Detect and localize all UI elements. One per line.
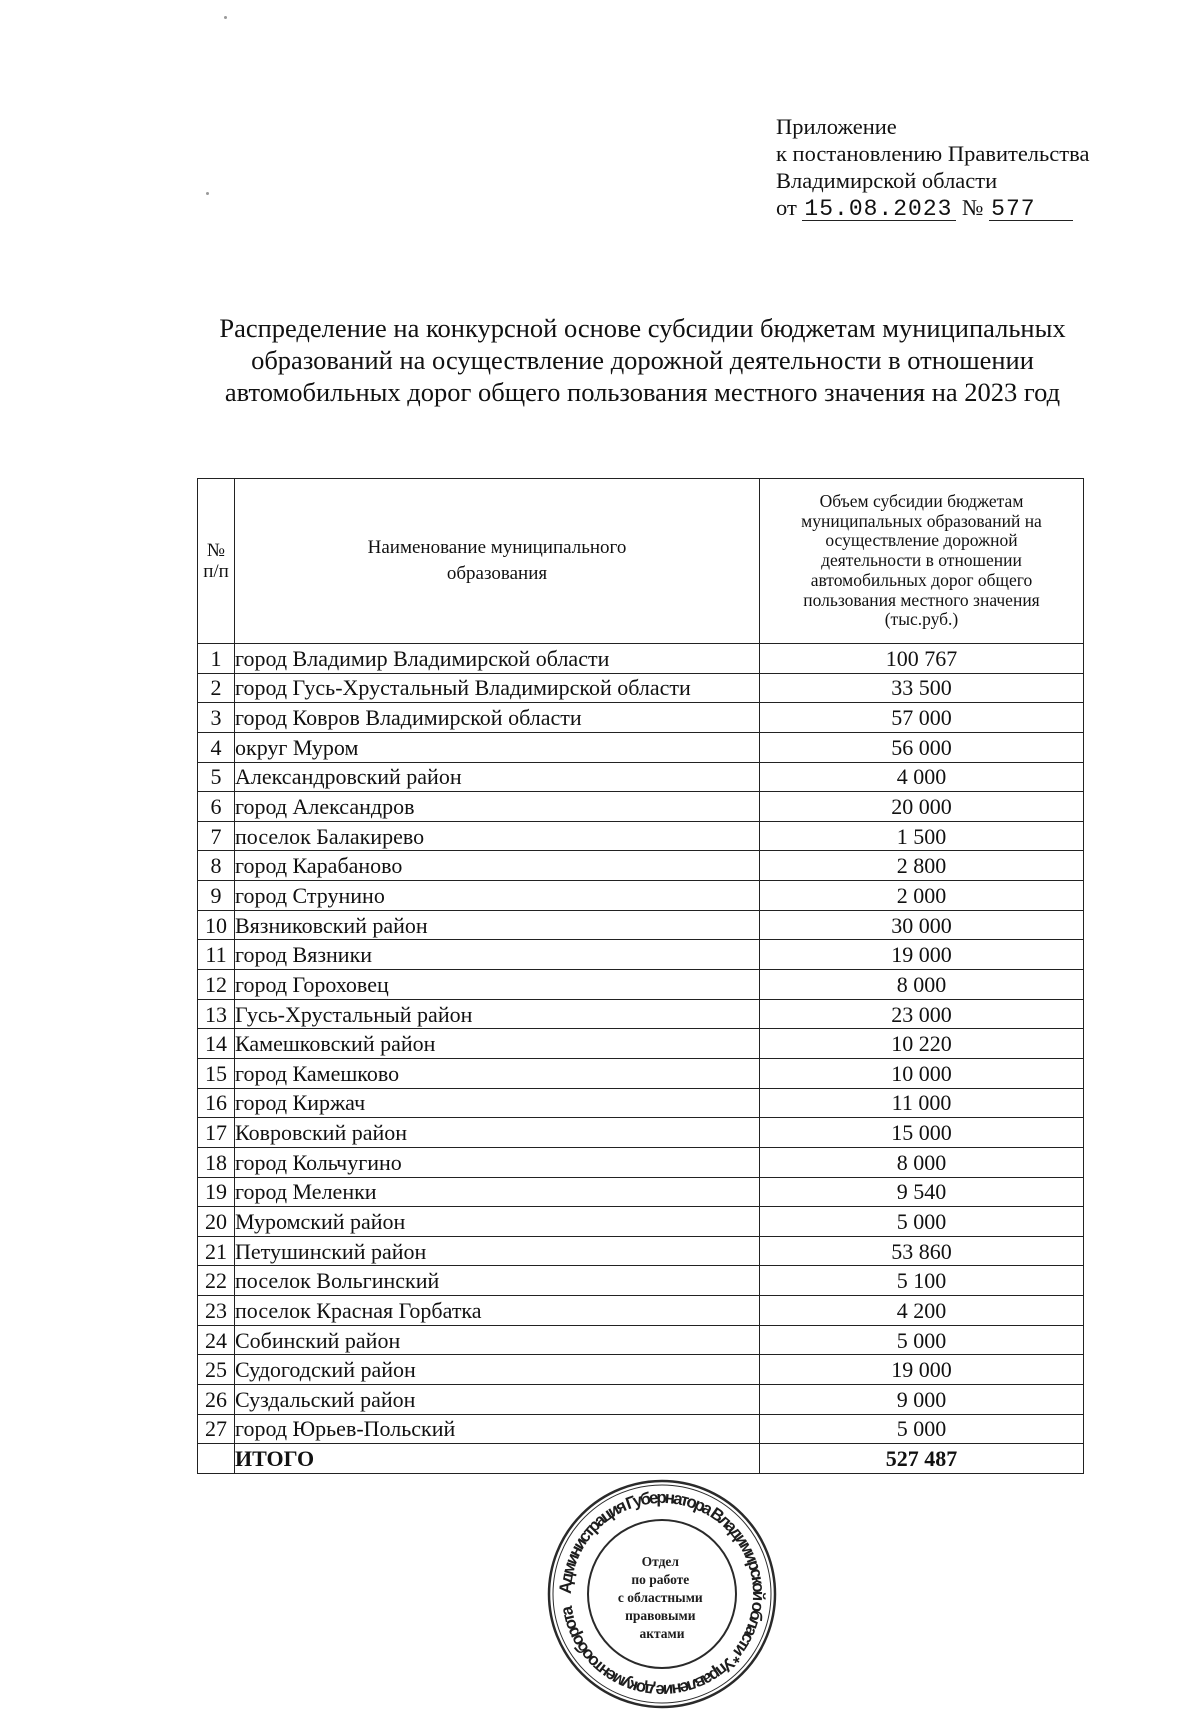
row-name: Ковровский район [235,1118,760,1148]
row-name: город Киржач [235,1088,760,1118]
scan-speck [206,192,209,195]
row-value: 19 000 [760,940,1084,970]
table-row [198,1296,1084,1326]
table-row [198,940,1084,970]
row-name: Вязниковский район [235,910,760,940]
row-name: город Струнино [235,881,760,911]
row-value: 5 100 [760,1266,1084,1296]
table-row [198,1088,1084,1118]
row-number: 22 [198,1266,235,1296]
row-number: 16 [198,1088,235,1118]
table-row [198,1385,1084,1415]
row-name: округ Муром [235,732,760,762]
table-row [198,1355,1084,1385]
official-stamp [546,1478,778,1710]
row-number: 6 [198,792,235,822]
row-number: 14 [198,1029,235,1059]
row-name: Петушинский район [235,1236,760,1266]
row-value: 4 000 [760,762,1084,792]
scan-speck [224,16,227,19]
header-volume-line: осуществление дорожной [825,530,1018,551]
table-row [198,1177,1084,1207]
row-number: 13 [198,999,235,1029]
header-volume-line: пользования местного значения [803,589,1040,610]
row-name: Собинский район [235,1325,760,1355]
row-value: 100 767 [760,644,1084,674]
row-value: 9 000 [760,1385,1084,1415]
title-line-1: Распределение на конкурсной основе субсидии бюджетам муниципальных [219,313,1066,343]
stamp-ring-text: Администрация Губернатора Владимирской области * Управление документооборота [555,1487,769,1701]
table-row [198,762,1084,792]
row-number: 25 [198,1355,235,1385]
row-value: 19 000 [760,1355,1084,1385]
row-value: 53 860 [760,1236,1084,1266]
appendix-line-2: к постановлению Правительства [776,141,1090,166]
appendix-header [776,113,1176,221]
row-value: 15 000 [760,1118,1084,1148]
header-volume-line: (тыс.руб.) [884,609,959,630]
row-number: 24 [198,1325,235,1355]
row-value: 5 000 [760,1325,1084,1355]
row-name: Судогодский район [235,1355,760,1385]
row-name: поселок Красная Горбатка [235,1296,760,1326]
total-num [198,1444,235,1474]
total-label: ИТОГО [235,1444,760,1474]
table-header-row [198,479,1084,644]
header-volume-line: деятельности в отношении [821,550,1022,571]
header-name-line-2: образования [446,563,548,584]
table-row [198,1058,1084,1088]
row-value: 23 000 [760,999,1084,1029]
row-number: 7 [198,821,235,851]
row-number: 10 [198,910,235,940]
number-sign: № [962,195,984,220]
table-row [198,1118,1084,1148]
table-row [198,821,1084,851]
row-name: Гусь-Хрустальный район [235,999,760,1029]
handwritten-number: 577 [989,198,1073,221]
row-name: город Кольчугино [235,1147,760,1177]
table-row [198,732,1084,762]
row-number: 20 [198,1207,235,1237]
row-number: 4 [198,732,235,762]
row-name: город Владимир Владимирской области [235,644,760,674]
row-number: 19 [198,1177,235,1207]
table-row [198,999,1084,1029]
row-number: 26 [198,1385,235,1415]
row-value: 2 000 [760,881,1084,911]
row-value: 10 220 [760,1029,1084,1059]
table-row [198,1029,1084,1059]
row-name: город Александров [235,792,760,822]
header-name-line-1: Наименование муниципального [367,537,627,558]
table-row [198,644,1084,674]
row-name: город Ковров Владимирской области [235,703,760,733]
row-name: поселок Балакирево [235,821,760,851]
row-name: город Меленки [235,1177,760,1207]
row-name: город Гусь-Хрустальный Владимирской области [235,673,760,703]
table-row [198,851,1084,881]
table-row [198,970,1084,1000]
row-number: 5 [198,762,235,792]
stamp-center-text: Отдел по работе с областными правовыми актами [617,1554,703,1641]
row-value: 8 000 [760,1147,1084,1177]
row-value: 11 000 [760,1088,1084,1118]
row-number: 27 [198,1414,235,1444]
appendix-line-3: Владимирской области [776,168,998,193]
row-value: 1 500 [760,821,1084,851]
row-name: Камешковский район [235,1029,760,1059]
total-value: 527 487 [760,1444,1084,1474]
row-number: 12 [198,970,235,1000]
header-number [198,479,235,644]
table-row [198,1207,1084,1237]
row-value: 8 000 [760,970,1084,1000]
row-name: Суздальский район [235,1385,760,1415]
row-value: 56 000 [760,732,1084,762]
header-volume [760,479,1084,644]
subsidy-distribution-table [197,478,1084,1474]
table-row [198,881,1084,911]
row-name: город Вязники [235,940,760,970]
appendix-line-1: Приложение [776,114,897,139]
table-row [198,1266,1084,1296]
row-name: город Юрьев-Польский [235,1414,760,1444]
row-value: 30 000 [760,910,1084,940]
table-row [198,1325,1084,1355]
row-value: 9 540 [760,1177,1084,1207]
appendix-date-line [776,194,1176,221]
handwritten-date: 15.08.2023 [802,198,956,221]
row-value: 2 800 [760,851,1084,881]
row-value: 57 000 [760,703,1084,733]
row-name: город Карабаново [235,851,760,881]
total-row [198,1444,1084,1474]
date-prefix: от [776,195,797,220]
row-number: 15 [198,1058,235,1088]
row-number: 3 [198,703,235,733]
header-number-line-1: № [206,540,226,561]
table-row [198,1414,1084,1444]
row-number: 8 [198,851,235,881]
row-value: 33 500 [760,673,1084,703]
header-number-line-2: п/п [203,561,229,582]
row-name: город Камешково [235,1058,760,1088]
header-volume-line: автомобильных дорог общего [810,569,1033,590]
row-number: 23 [198,1296,235,1326]
row-number: 21 [198,1236,235,1266]
row-value: 5 000 [760,1207,1084,1237]
row-name: Муромский район [235,1207,760,1237]
table-row [198,1236,1084,1266]
row-value: 5 000 [760,1414,1084,1444]
title-line-2: образований на осуществление дорожной деятельности в отношении [251,345,1034,375]
table-row [198,1147,1084,1177]
table-row [198,910,1084,940]
row-number: 18 [198,1147,235,1177]
title-line-3: автомобильных дорог общего пользования местного значения на 2023 год [224,377,1061,407]
row-name: поселок Вольгинский [235,1266,760,1296]
row-value: 20 000 [760,792,1084,822]
row-number: 2 [198,673,235,703]
header-name [235,479,760,644]
header-volume-line: Объем субсидии бюджетам [819,490,1024,511]
table-row [198,673,1084,703]
header-volume-line: муниципальных образований на [801,510,1042,531]
row-number: 17 [198,1118,235,1148]
row-name: город Гороховец [235,970,760,1000]
row-name: Александровский район [235,762,760,792]
document-title [150,312,1135,408]
table-row [198,703,1084,733]
row-value: 10 000 [760,1058,1084,1088]
row-value: 4 200 [760,1296,1084,1326]
table-body [198,644,1084,1474]
row-number: 1 [198,644,235,674]
row-number: 9 [198,881,235,911]
table-row [198,792,1084,822]
row-number: 11 [198,940,235,970]
